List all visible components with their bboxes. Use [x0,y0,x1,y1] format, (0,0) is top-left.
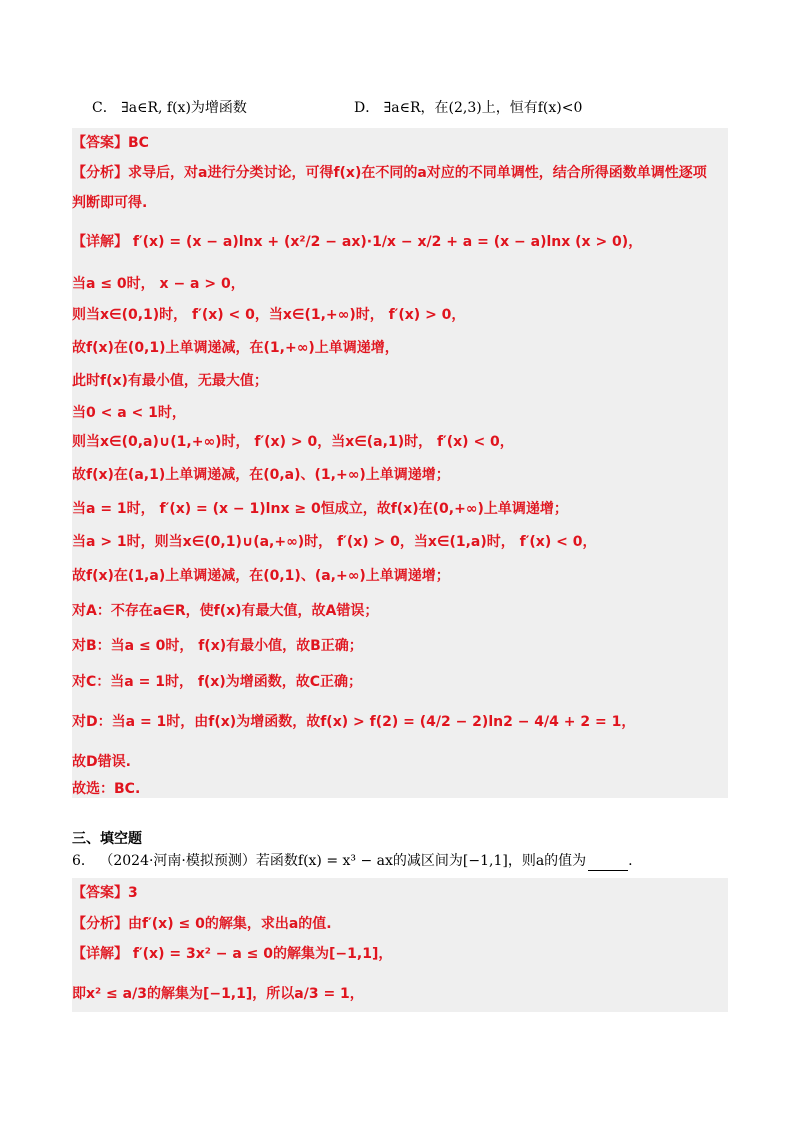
detail-q5-line: 对A：不存在a∈R，使f(x)有最大值，故A错误； [72,603,379,619]
detail-q5-line: 对C：当a = 1时， f(x)为增函数，故C正确； [72,674,363,690]
detail-q5-derivative: 【详解】 f′(x) = (x − a)lnx + (x²/2 − ax)·1/x − x/2 + a = (x − a)lnx (x > 0)， [72,234,643,250]
detail-q5-line: 当a ≤ 0时， x − a > 0， [72,276,245,292]
detail-q5-line: 此时f(x)有最小值，无最大值； [72,373,268,389]
detail-q5-line: 则当x∈(0,1)时， f′(x) < 0，当x∈(1,+∞)时， f′(x) > 0， [72,307,466,323]
answer-blank [588,856,628,871]
answer-q6: 【答案】3 [72,885,138,901]
solution-block-q5 [72,128,728,798]
detail-q5-line: 故f(x)在(a,1)上单调递减，在(0,a)、(1,+∞)上单调递增； [72,467,450,483]
analysis-q6: 【分析】由f′(x) ≤ 0的解集，求出a的值. [72,916,332,932]
question-6-text: 6． （2024·河南·模拟预测）若函数f(x) = x³ − ax的减区间为[−1,1]，则a的值为 [72,853,587,869]
question-6 [72,851,633,871]
detail-q5-line: 故D错误. [72,754,131,770]
detail-q5-line: 则当x∈(0,a)∪(1,+∞)时， f′(x) > 0，当x∈(a,1)时， f′(x) < 0， [72,434,514,450]
detail-q5-line: 故f(x)在(0,1)上单调递减，在(1,+∞)上单调递增， [72,340,399,356]
detail-q5-line: 当a = 1时， f′(x) = (x − 1)lnx ≥ 0恒成立，故f(x)在(0,+∞)上单调递增； [72,501,568,517]
section-title: 三、填空题 [72,831,142,847]
detail-q5-line: 故选：BC. [72,781,141,797]
detail-q5-line: 当0 < a < 1时， [72,405,186,421]
detail-q5-line: 故f(x)在(1,a)上单调递减，在(0,1)、(a,+∞)上单调递增； [72,568,450,584]
detail-q5-line: 对B：当a ≤ 0时， f(x)有最小值，故B正确； [72,638,363,654]
question-6-suffix: . [628,853,633,869]
detail-q5-line: 对D：当a = 1时，由f(x)为增函数，故f(x) > f(2) = (4/2 − 2)ln2 − 4/4 + 2 = 1， [72,714,636,730]
option-d: D． ∃a∈R，在(2,3)上，恒有f(x)<0 [354,100,583,116]
analysis-q5-line2: 判断即可得. [72,195,148,211]
analysis-q5-line1: 【分析】求导后，对a进行分类讨论，可得f(x)在不同的a对应的不同单调性，结合所得函数单调性逐项 [72,165,707,181]
answer-q5: 【答案】BC [72,135,149,151]
detail-q6-line1: 【详解】 f′(x) = 3x² − a ≤ 0的解集为[−1,1]， [72,946,393,962]
detail-q5-line: 当a > 1时，则当x∈(0,1)∪(a,+∞)时， f′(x) > 0，当x∈(1,a)时， f′(x) < 0， [72,534,597,550]
detail-q6-line2: 即x² ≤ a/3的解集为[−1,1]，所以a/3 = 1， [72,986,364,1002]
option-c: C． ∃a∈R, f(x)为增函数 [92,100,247,116]
